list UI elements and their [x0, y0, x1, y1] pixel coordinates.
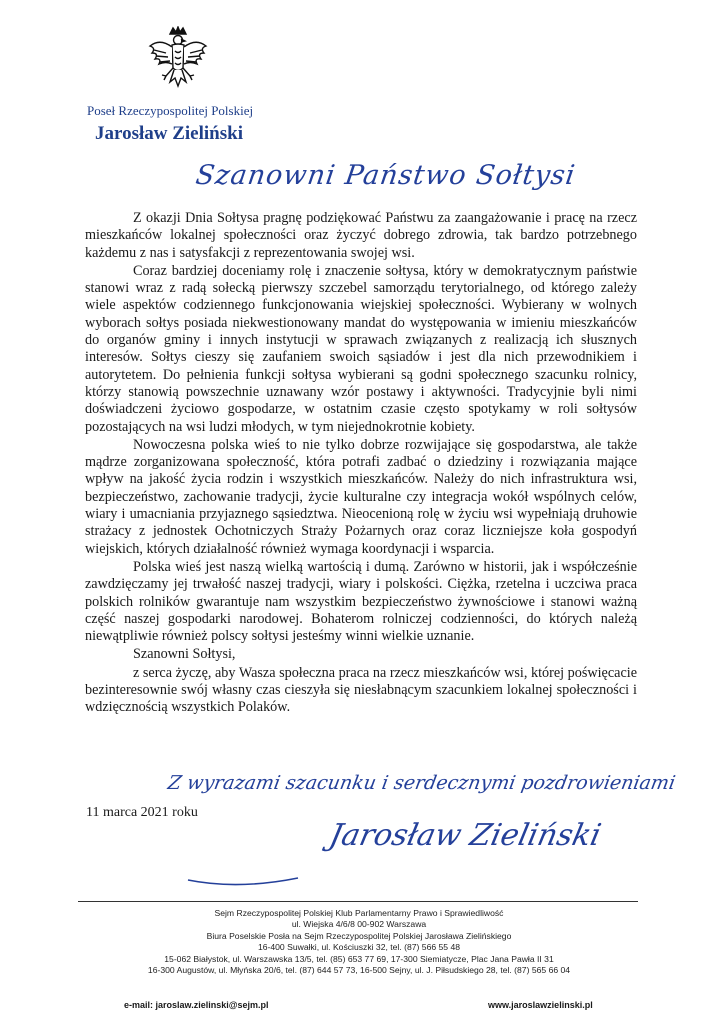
paragraph-1: Z okazji Dnia Sołtysa pragnę podziękować Państwu za zaangażowanie i pracę na rzecz mieszkańców lokalnej społeczności oraz życzyć dobrego zdrowia, tak bardzo potrzebnego każdemu z nas i satysfakcji z reprezentowania swojej wsi. [85, 210, 637, 261]
signature: Jarosław Zieliński [326, 818, 605, 853]
footer-line: ul. Wiejska 4/6/8 00-902 Warszawa [291, 919, 427, 930]
footer-line: 15-062 Białystok, ul. Warszawska 13/5, tel. (85) 653 77 69, 17-300 Siemiatycze, Plac Jana Pawła II 31 [164, 953, 554, 964]
paragraph-2: Coraz bardziej doceniamy rolę i znaczenie sołtysa, który w demokratycznym państwie stanowi wraz z radą sołecką pierwszy szczebel samorządu terytorialnego, od którego zależy wiele aspektów codziennego funkcjonowania wiejskiej społeczności. Wybierany w wolnych wyborach sołtys posiada niekwestionowany mandat do występowania w imieniu mieszkańców do organów gminy i innych instytucji w sprawach związanych z realizacją ich słusznych interesów. Sołtys cieszy się zaufaniem swoich sąsiadów i jest dla nich przewodnikiem i autorytetem. Do pełnienia funkcji sołtysa wybierani są godni społecznego szacunku rolnicy, którzy stanowią powszechnie uznawany wzór postawy i aktywności. Tradycyjnie byli nimi doświadczeni życiowo gospodarze, w ostatnim czasie często spotykamy w roli sołtysów pozostających na wsi ludzi młodych, w tym niejednokrotnie kobiety. [85, 262, 637, 435]
footer-divider [78, 901, 638, 902]
handwritten-closing: Z wyrazami szacunku i serdecznymi pozdrowieniami [166, 772, 678, 794]
footer-line: 16-400 Suwałki, ul. Kościuszki 32, tel. (87) 566 55 48 [257, 942, 461, 953]
paragraph-3: Nowoczesna polska wieś to nie tylko dobrze rozwijające się gospodarstwa, ale także mądrze zorganizowana społeczność, która potrafi zadbać o dziedziny i rozwiązania mające wpływ na jakość życia rodzin i wszystkich mieszkańców. Należy do nich infrastruktura wsi, bezpieczeństwo, zachowanie tradycji, życie kulturalne czy integracja wokół wspólnych celów, wiary i umacniania przyjaznego sąsiedztwa. Nieocenioną rolę w życiu wsi wypełniają druhowie strażacy z jednostek Ochotniczych Straży Pożarnych oraz coraz liczniejsze koła gospodyń wiejskich, których działalność również wymaga koordynacji i wsparcia. [85, 436, 637, 557]
footer-website: www.jaroslawzielinski.pl [488, 1000, 593, 1010]
footer-line: Sejm Rzeczypospolitej Polskiej Klub Parlamentarny Prawo i Sprawiedliwość [214, 908, 504, 918]
closing-text: z serca życzę, aby Wasza społeczna praca na rzecz mieszkańców wsi, której poświęcacie bezinteresownie swój własny czas cieszyła się niesłabnącym szacunkiem lokalnej społeczności i wdzięcznością wszystkich Polaków. [85, 664, 637, 716]
footer-line: 16-300 Augustów, ul. Młyńska 20/6, tel. (87) 644 57 73, 16-500 Sejny, ul. J. Piłsudskiego 28, tel. (87) 565 66 04 [147, 965, 571, 976]
footer-addresses [0, 908, 718, 976]
white-eagle-icon [146, 26, 210, 96]
mp-name: Jarosław Zieliński [95, 123, 243, 144]
mp-position: Poseł Rzeczypospolitej Polskiej [87, 103, 254, 118]
letter-salutation: Szanowni Państwo Sołtysi [193, 160, 578, 191]
letter-date: 11 marca 2021 roku [86, 805, 198, 820]
greeting: Szanowni Sołtysi, [133, 646, 236, 663]
footer-email: e-mail: jaroslaw.zielinski@sejm.pl [124, 1000, 269, 1010]
footer-line: Biura Poselskie Posła na Sejm Rzeczypospolitej Polskiej Jarosława Zielińskiego [206, 930, 512, 941]
paragraph-4: Polska wieś jest naszą wielką wartością i dumą. Zarówno w historii, jak i współcześnie zawdzięczamy jej trwałość naszej tradycji, wiary i polskości. Ciężka, rzetelna i uczciwa praca polskich rolników gwarantuje nam wszystkim bezpieczeństwo żywnościowe i stanowi ważną część naszej gospodarki narodowej. Bohaterom rolniczej codzienności, do których należą niewątpliwie również polscy sołtysi jesteśmy winni wielkie uznanie. [85, 558, 637, 645]
letter-body [85, 210, 637, 718]
